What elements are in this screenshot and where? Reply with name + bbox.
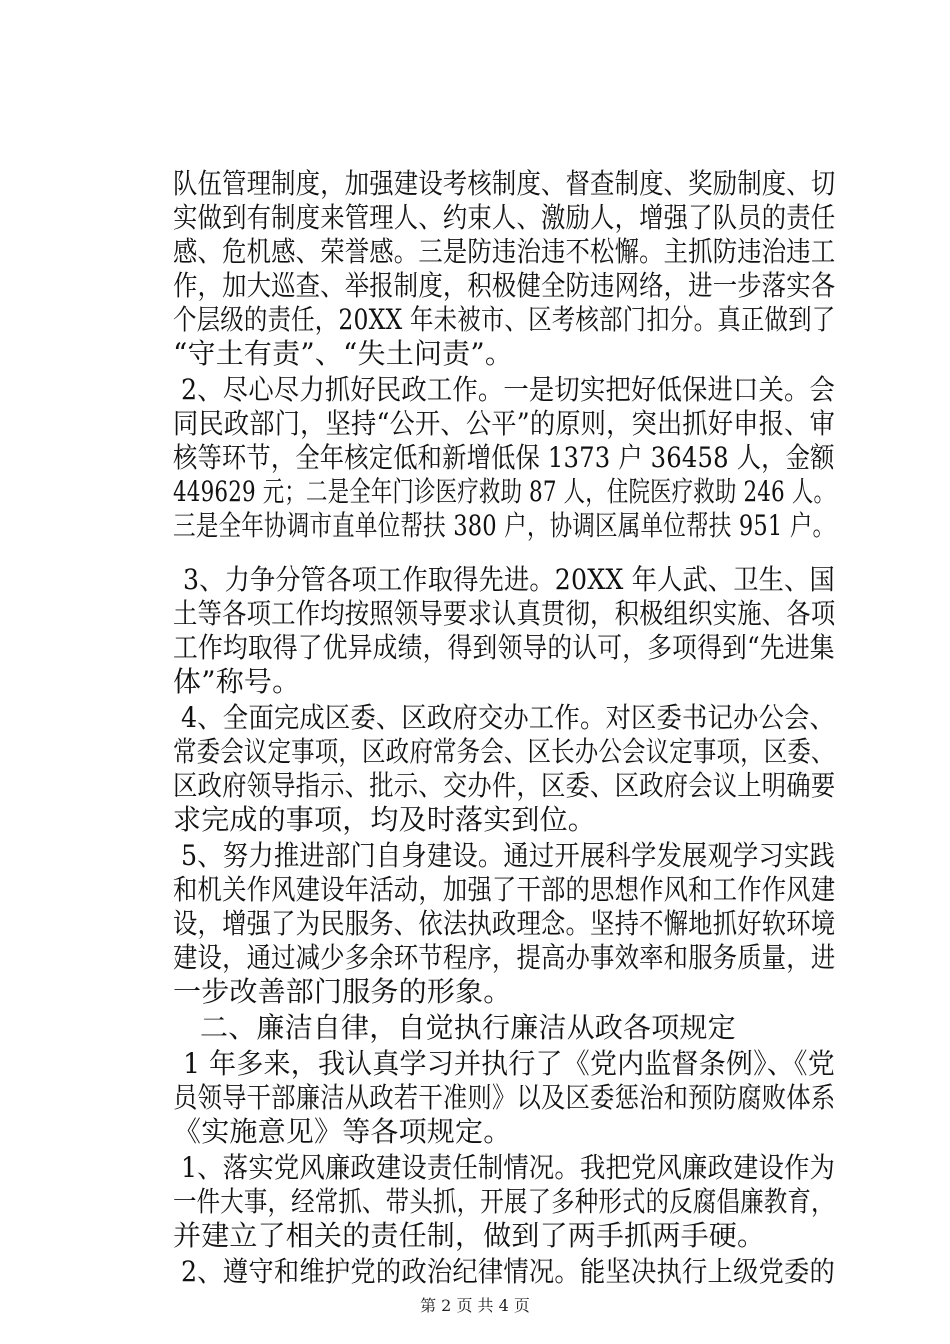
text-line: “守土有责”、“失土问责”。 xyxy=(173,337,514,370)
text-line: 作，加大巡查、举报制度，积极健全防违网络，进一步落实各 xyxy=(173,269,836,302)
text-line: 感、危机感、荣誉感。三是防违治违不松懈。主抓防违治违工 xyxy=(173,235,836,268)
text-line: 实做到有制度来管理人、约束人、激励人，增强了队员的责任 xyxy=(173,201,836,234)
text-line: 1、落实党风廉政建设责任制情况。我把党风廉政建设作为 xyxy=(181,1151,836,1184)
text-line: 2、遵守和维护党的政治纪律情况。能坚决执行上级党委的 xyxy=(181,1255,836,1288)
text-line: 三是全年协调市直单位帮扶 380 户，协调区属单位帮扶 951 户。 xyxy=(173,509,836,542)
text-line: 并建立了相关的责任制，做到了两手抓两手硬。 xyxy=(173,1219,766,1252)
text-line: 和机关作风建设年活动，加强了干部的思想作风和工作作风建 xyxy=(173,873,836,906)
text-line: 2、尽心尽力抓好民政工作。一是切实把好低保进口关。会 xyxy=(181,373,836,406)
text-line: 工作均取得了优异成绩，得到领导的认可，多项得到“先进集 xyxy=(173,631,835,664)
text-line: 土等各项工作均按照领导要求认真贯彻，积极组织实施、各项 xyxy=(173,597,836,630)
text-line: 同民政部门，坚持“公开、公平”的原则，突出抓好申报、审 xyxy=(173,407,836,440)
text-line: 《实施意见》等各项规定。 xyxy=(173,1115,512,1148)
text-line: 核等环节，全年核定低和新增低保 1373 户 36458 人，金额 xyxy=(173,441,835,474)
text-line: 1 年多来，我认真学习并执行了《党内监督条例》、《党 xyxy=(183,1047,835,1080)
text-line: 4、全面完成区委、区政府交办工作。对区委书记办公会、 xyxy=(181,701,836,734)
text-line: 区政府领导指示、批示、交办件，区委、区政府会议上明确要 xyxy=(173,769,836,802)
text-line: 员领导干部廉洁从政若干准则》以及区委惩治和预防腐败体系 xyxy=(173,1081,836,1114)
text-line: 二、廉洁自律，自觉执行廉洁从政各项规定 xyxy=(200,1011,736,1044)
text-line: 一步改善部门服务的形象。 xyxy=(173,975,512,1008)
text-line: 449629 元；二是全年门诊医疗救助 87 人，住院医疗救助 246 人。 xyxy=(173,475,836,508)
page-footer: 第 2 页 共 4 页 xyxy=(420,1296,530,1315)
text-line: 设，增强了为民服务、依法执政理念。坚持不懈地抓好软环境 xyxy=(173,907,836,940)
text-line: 一件大事，经常抓、带头抓，开展了多种形式的反腐倡廉教育， xyxy=(173,1185,835,1218)
text-line: 体”称号。 xyxy=(173,665,301,698)
text-line: 个层级的责任，20XX 年未被市、区考核部门扣分。真正做到了 xyxy=(173,303,836,336)
text-line: 建设，通过减少多余环节程序，提高办事效率和服务质量，进 xyxy=(173,941,836,974)
text-line: 3、力争分管各项工作取得先进。20XX 年人武、卫生、国 xyxy=(183,563,835,596)
text-line: 队伍管理制度，加强建设考核制度、督查制度、奖励制度、切 xyxy=(173,167,836,200)
text-line: 求完成的事项，均及时落实到位。 xyxy=(173,803,597,836)
text-line: 5、努力推进部门自身建设。通过开展科学发展观学习实践 xyxy=(181,839,836,872)
text-line: 常委会议定事项，区政府常务会、区长办公会议定事项，区委、 xyxy=(173,735,835,768)
